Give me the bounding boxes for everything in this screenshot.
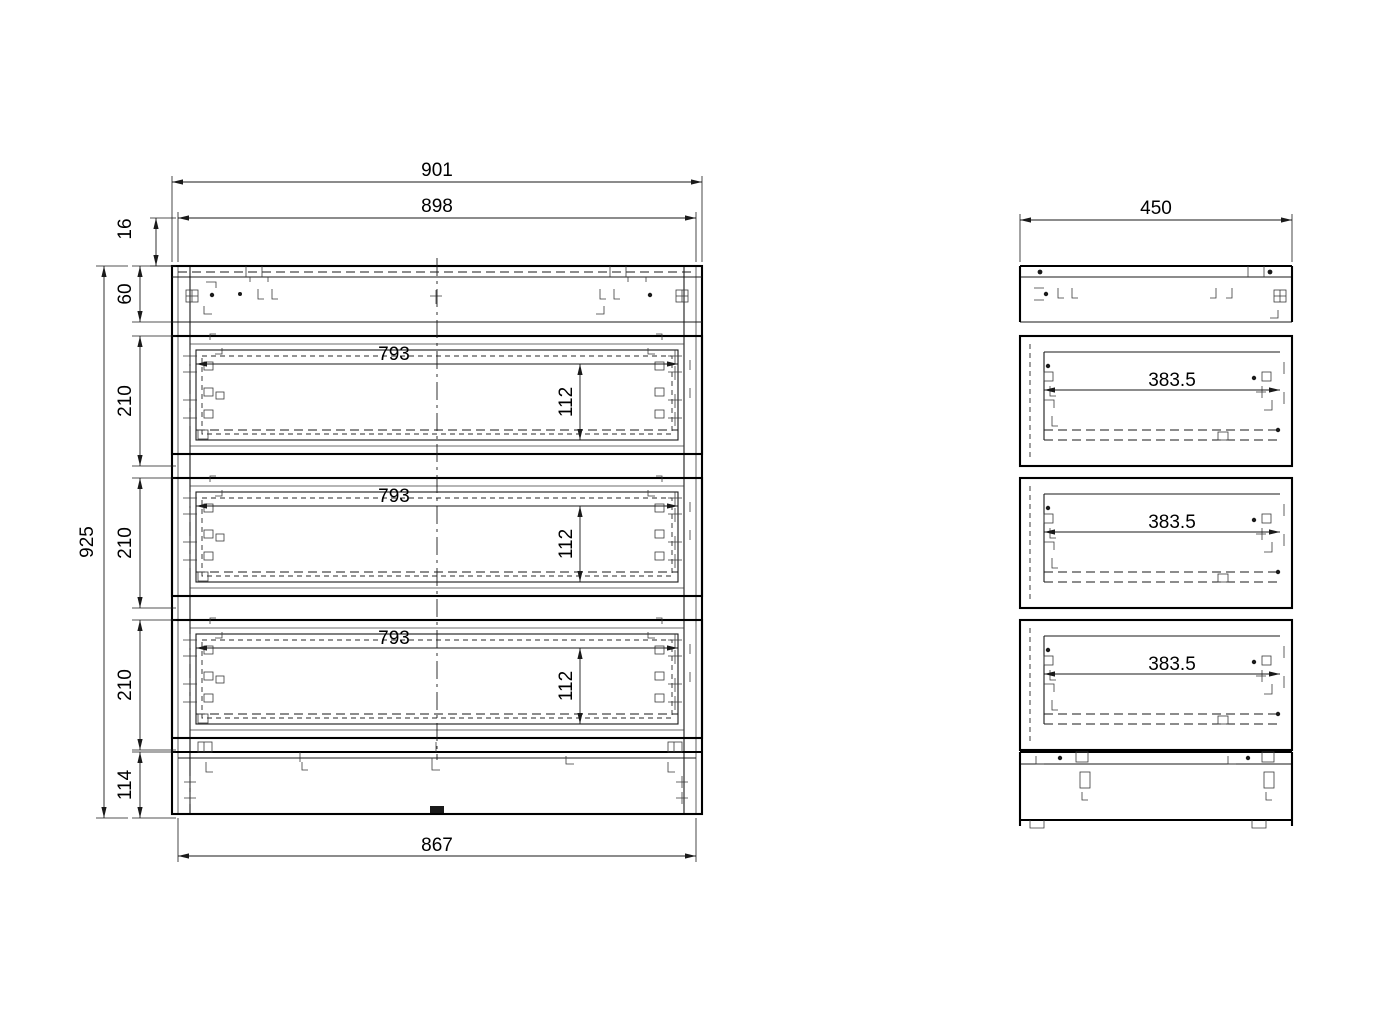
dim-793-3: 793 — [378, 628, 410, 649]
side-drawer-2 — [1020, 478, 1292, 608]
dim-60: 60 — [115, 283, 136, 305]
dim-793-2: 793 — [378, 486, 410, 507]
side-view-geometry — [1020, 266, 1292, 828]
dim-867: 867 — [421, 835, 453, 856]
dim-925: 925 — [77, 526, 98, 558]
dim-383-5-2: 383.5 — [1148, 512, 1196, 533]
dim-210-2: 210 — [115, 527, 136, 559]
side-drawer-3 — [1020, 620, 1292, 750]
side-plinth — [1020, 752, 1292, 828]
dim-383-5-3: 383.5 — [1148, 654, 1196, 675]
dim-210-3: 210 — [115, 669, 136, 701]
dim-450: 450 — [1140, 198, 1172, 219]
dim-210-1: 210 — [115, 385, 136, 417]
dim-383-5-1: 383.5 — [1148, 370, 1196, 391]
side-drawer-1 — [1020, 336, 1292, 466]
dim-112-1: 112 — [556, 386, 577, 418]
dim-112-3: 112 — [556, 670, 577, 702]
dim-898: 898 — [421, 196, 453, 217]
side-top-fittings — [1034, 266, 1286, 318]
front-view-geometry — [172, 258, 702, 814]
dim-793-1: 793 — [378, 344, 410, 365]
dim-112-2: 112 — [556, 528, 577, 560]
side-view-dimensions — [1020, 198, 1292, 675]
plinth-section — [172, 742, 702, 814]
dim-901: 901 — [421, 160, 453, 181]
dim-16: 16 — [115, 218, 136, 240]
dim-114: 114 — [115, 769, 136, 801]
